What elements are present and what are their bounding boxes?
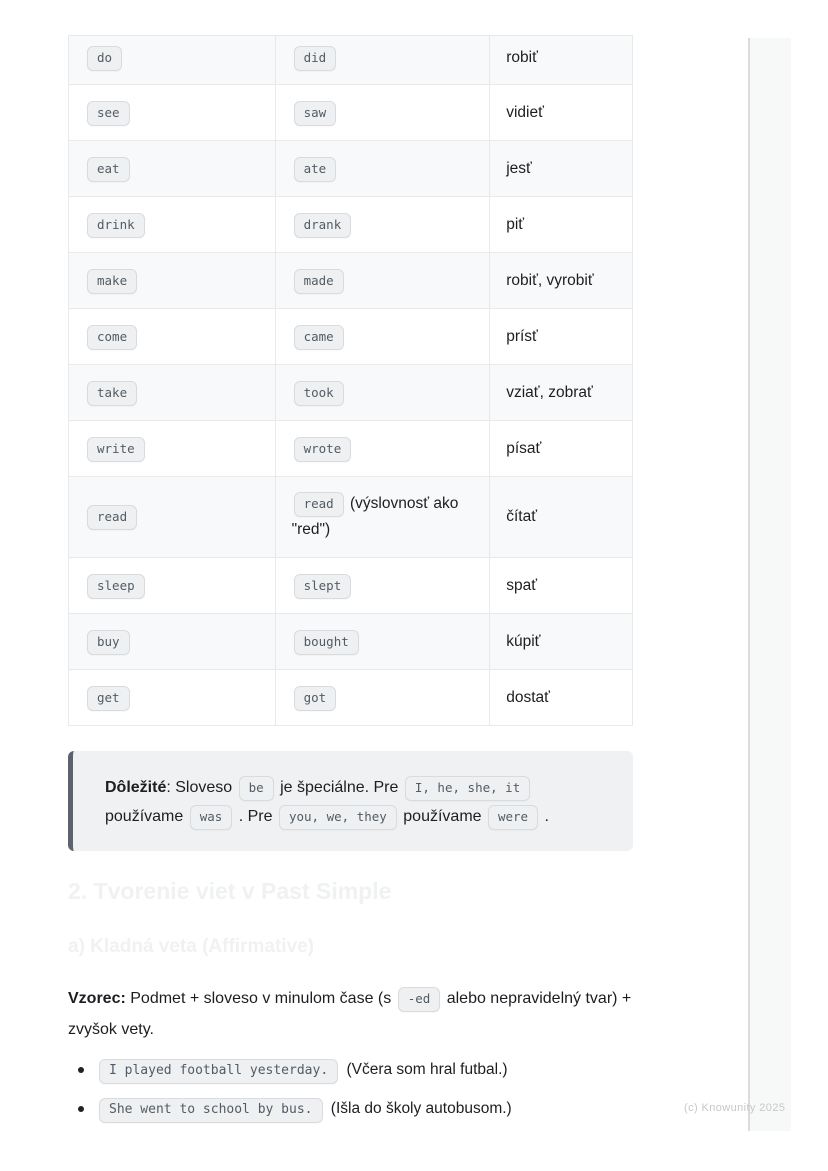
code-badge: drank bbox=[294, 213, 352, 238]
code-badge: took bbox=[294, 381, 344, 406]
code-badge: come bbox=[87, 325, 137, 350]
past-verb-cell bbox=[275, 253, 490, 309]
meaning-cell: vziať, zobrať bbox=[490, 365, 633, 421]
base-verb-cell bbox=[69, 421, 276, 477]
code-badge: was bbox=[190, 805, 233, 830]
table-row bbox=[69, 85, 633, 141]
base-verb-cell bbox=[69, 477, 276, 558]
callout-text bbox=[105, 773, 603, 831]
table-row bbox=[69, 421, 633, 477]
table-row bbox=[69, 36, 633, 85]
code-badge: slept bbox=[294, 574, 352, 599]
example-list bbox=[68, 1057, 633, 1123]
text-run: alebo nepravidelný tvar) + zvyšok vety. bbox=[68, 990, 632, 1038]
text-run: používame bbox=[105, 808, 188, 825]
past-verb-cell bbox=[275, 558, 490, 614]
meaning-cell: kúpiť bbox=[490, 614, 633, 670]
code-badge: made bbox=[294, 269, 344, 294]
past-verb-cell bbox=[275, 85, 490, 141]
table-row bbox=[69, 365, 633, 421]
text-run: . Pre bbox=[234, 808, 277, 825]
past-verb-cell bbox=[275, 309, 490, 365]
base-verb-cell bbox=[69, 558, 276, 614]
past-verb-cell bbox=[275, 365, 490, 421]
pronunciation-note: (výslovnosť ako "red") bbox=[291, 495, 459, 538]
table-row bbox=[69, 197, 633, 253]
table-row bbox=[69, 558, 633, 614]
code-badge: saw bbox=[294, 101, 337, 126]
code-badge: sleep bbox=[87, 574, 145, 599]
text-run: . bbox=[540, 808, 549, 825]
bullet-icon bbox=[78, 1106, 84, 1112]
table-row bbox=[69, 253, 633, 309]
code-badge: came bbox=[294, 325, 344, 350]
example-item bbox=[68, 1057, 633, 1084]
meaning-cell: prísť bbox=[490, 309, 633, 365]
example-item bbox=[68, 1096, 633, 1123]
code-badge: She went to school by bus. bbox=[99, 1098, 323, 1123]
code-badge: were bbox=[488, 805, 538, 830]
formula-paragraph bbox=[68, 983, 633, 1045]
code-badge: read bbox=[87, 505, 137, 530]
text-run: používame bbox=[398, 808, 486, 825]
meaning-cell: jesť bbox=[490, 141, 633, 197]
code-badge: wrote bbox=[294, 437, 352, 462]
meaning-cell: vidieť bbox=[490, 85, 633, 141]
code-badge: get bbox=[87, 686, 130, 711]
verb-table-body bbox=[69, 36, 633, 726]
base-verb-cell bbox=[69, 197, 276, 253]
code-badge: see bbox=[87, 101, 130, 126]
text-run: je špeciálne. Pre bbox=[275, 779, 403, 796]
code-badge: write bbox=[87, 437, 145, 462]
meaning-cell: dostať bbox=[490, 670, 633, 726]
base-verb-cell bbox=[69, 670, 276, 726]
example-translation: (Išla do školy autobusom.) bbox=[326, 1100, 512, 1117]
past-verb-cell bbox=[275, 197, 490, 253]
base-verb-cell bbox=[69, 365, 276, 421]
code-badge: be bbox=[239, 776, 274, 801]
document-content bbox=[68, 0, 633, 1123]
code-badge: bought bbox=[294, 630, 359, 655]
meaning-cell: čítať bbox=[490, 477, 633, 558]
base-verb-cell bbox=[69, 253, 276, 309]
bullet-icon bbox=[78, 1067, 84, 1073]
section-heading: 2. Tvorenie viet v Past Simple bbox=[68, 878, 392, 904]
meaning-cell: robiť bbox=[490, 36, 633, 85]
table-row bbox=[69, 309, 633, 365]
example-translation: (Včera som hral futbal.) bbox=[342, 1061, 508, 1078]
text-run: Podmet + sloveso v minulom čase (s bbox=[125, 990, 396, 1007]
table-row bbox=[69, 477, 633, 558]
table-row bbox=[69, 670, 633, 726]
base-verb-cell bbox=[69, 36, 276, 85]
base-verb-cell bbox=[69, 309, 276, 365]
bold-text: Dôležité bbox=[105, 779, 167, 796]
past-verb-cell bbox=[275, 670, 490, 726]
code-badge: ate bbox=[294, 157, 337, 182]
subsection-heading: a) Kladná veta (Affirmative) bbox=[68, 936, 315, 957]
base-verb-cell bbox=[69, 614, 276, 670]
bold-text: Vzorec: bbox=[68, 990, 126, 1007]
past-verb-cell bbox=[275, 141, 490, 197]
code-badge: read bbox=[294, 492, 344, 517]
next-page-edge bbox=[748, 38, 791, 1131]
irregular-verbs-table bbox=[68, 35, 633, 726]
code-badge: I played football yesterday. bbox=[99, 1059, 338, 1084]
code-badge: eat bbox=[87, 157, 130, 182]
code-badge: got bbox=[294, 686, 337, 711]
base-verb-cell bbox=[69, 85, 276, 141]
code-badge: I, he, she, it bbox=[405, 776, 530, 801]
text-run: : Sloveso bbox=[166, 779, 237, 796]
past-verb-cell bbox=[275, 477, 490, 558]
past-verb-cell bbox=[275, 36, 490, 85]
code-badge: do bbox=[87, 46, 122, 71]
code-badge: make bbox=[87, 269, 137, 294]
base-verb-cell bbox=[69, 141, 276, 197]
code-badge: drink bbox=[87, 213, 145, 238]
code-badge: take bbox=[87, 381, 137, 406]
code-badge: you, we, they bbox=[279, 805, 397, 830]
meaning-cell: spať bbox=[490, 558, 633, 614]
meaning-cell: robiť, vyrobiť bbox=[490, 253, 633, 309]
code-badge: -ed bbox=[398, 987, 441, 1012]
code-badge: buy bbox=[87, 630, 130, 655]
copyright-watermark: (c) Knowunity 2025 bbox=[684, 1102, 786, 1114]
table-row bbox=[69, 141, 633, 197]
meaning-cell: piť bbox=[490, 197, 633, 253]
past-verb-cell bbox=[275, 614, 490, 670]
past-verb-cell bbox=[275, 421, 490, 477]
meaning-cell: písať bbox=[490, 421, 633, 477]
important-callout bbox=[68, 751, 633, 851]
table-row bbox=[69, 614, 633, 670]
code-badge: did bbox=[294, 46, 337, 71]
